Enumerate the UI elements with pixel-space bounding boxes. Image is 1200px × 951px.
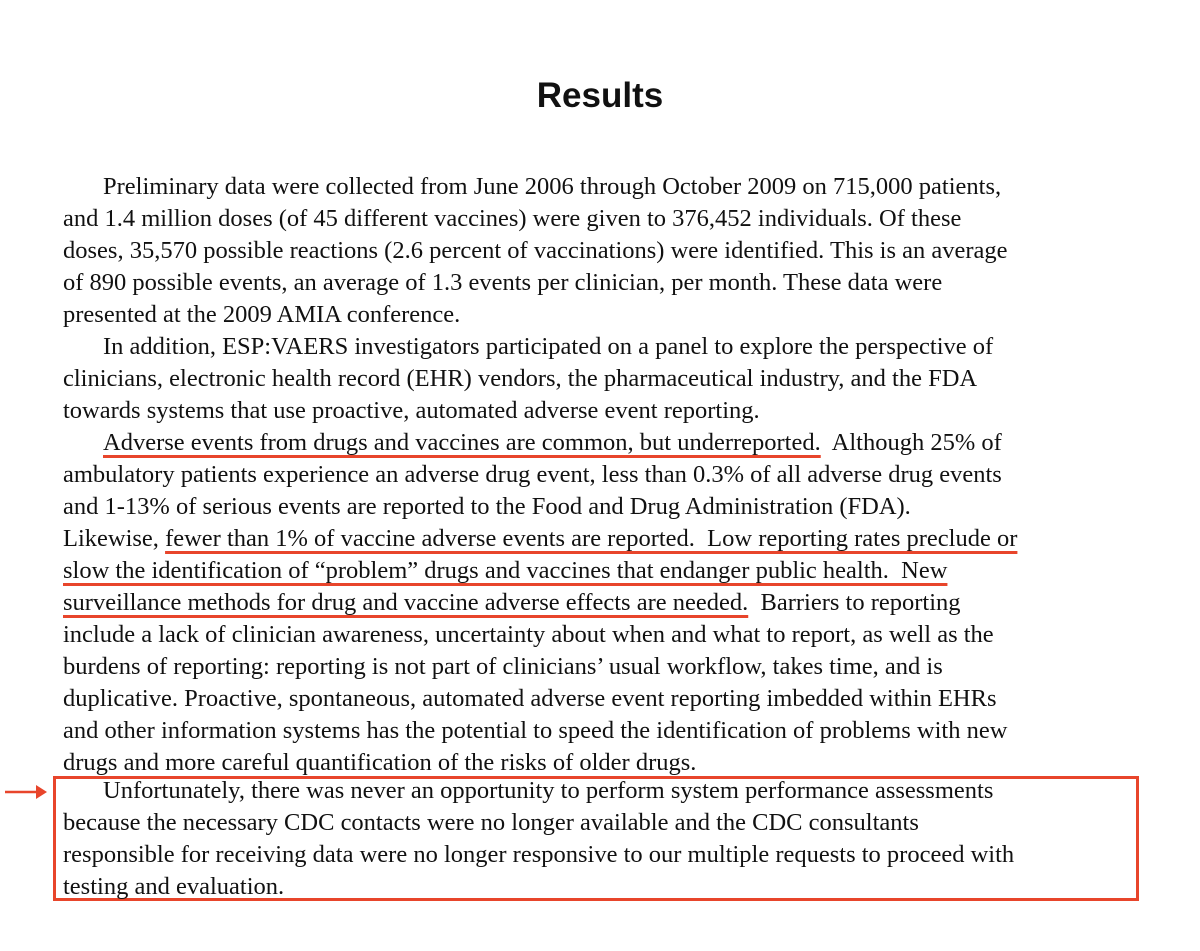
paragraph-3-line: include a lack of clinician awareness, uncertainty about when and what to report, as well as the bbox=[63, 621, 994, 648]
underlined-sentence: surveillance methods for drug and vaccine adverse effects are needed. bbox=[63, 589, 749, 616]
plain-text: Although 25% of bbox=[820, 429, 1002, 456]
paragraph-3-line: ambulatory patients experience an adverse drug event, less than 0.3% of all adverse drug events bbox=[63, 461, 1002, 488]
paragraph-4-line: testing and evaluation. bbox=[63, 873, 285, 900]
right-arrow-icon bbox=[4, 782, 48, 807]
paragraph-4-line: Unfortunately, there was never an opportunity to perform system performance assessments bbox=[103, 777, 994, 804]
paragraph-3-line bbox=[103, 427, 1002, 459]
paragraph-1-line: of 890 possible events, an average of 1.3 events per clinician, per month. These data were bbox=[63, 269, 943, 296]
paragraph-3-line bbox=[63, 523, 1017, 555]
paragraph-3-line bbox=[63, 587, 961, 619]
paragraph-2-line: In addition, ESP:VAERS investigators participated on a panel to explore the perspective of bbox=[103, 333, 994, 360]
paragraph-2-line: towards systems that use proactive, automated adverse event reporting. bbox=[63, 397, 760, 424]
paragraph-1-line: presented at the 2009 AMIA conference. bbox=[63, 301, 461, 328]
paragraph-4-line: responsible for receiving data were no longer responsive to our multiple requests to proceed with bbox=[63, 841, 1015, 868]
underlined-sentence: Adverse events from drugs and vaccines are common, but underreported. bbox=[103, 429, 821, 456]
paragraph-3-line: burdens of reporting: reporting is not part of clinicians’ usual workflow, takes time, and is bbox=[63, 653, 943, 680]
paragraph-1-line: doses, 35,570 possible reactions (2.6 percent of vaccinations) were identified. This is an average bbox=[63, 237, 1008, 264]
plain-text: Barriers to reporting bbox=[748, 589, 961, 616]
paragraph-1-line: Preliminary data were collected from June 2006 through October 2009 on 715,000 patients, bbox=[103, 173, 1002, 200]
section-heading: Results bbox=[536, 76, 664, 115]
paragraph-3-line bbox=[63, 555, 947, 587]
paragraph-4-line: because the necessary CDC contacts were no longer available and the CDC consultants bbox=[63, 809, 919, 836]
paragraph-3-line: drugs and more careful quantification of the risks of older drugs. bbox=[63, 749, 697, 776]
underlined-sentence: slow the identification of “problem” drugs and vaccines that endanger public health. New bbox=[63, 557, 948, 584]
paragraph-3-line: and 1-13% of serious events are reported to the Food and Drug Administration (FDA). bbox=[63, 493, 911, 520]
paragraph-1-line: and 1.4 million doses (of 45 different vaccines) were given to 376,452 individuals. Of these bbox=[63, 205, 962, 232]
paragraph-3-line: duplicative. Proactive, spontaneous, automated adverse event reporting imbedded within EHRs bbox=[63, 685, 997, 712]
paragraph-2-line: clinicians, electronic health record (EHR) vendors, the pharmaceutical industry, and the FDA bbox=[63, 365, 978, 392]
underlined-sentence: fewer than 1% of vaccine adverse events are reported. Low reporting rates preclude or bbox=[165, 525, 1018, 552]
plain-text: Likewise, bbox=[63, 525, 166, 552]
paragraph-3-line: and other information systems has the potential to speed the identification of problems with new bbox=[63, 717, 1008, 744]
